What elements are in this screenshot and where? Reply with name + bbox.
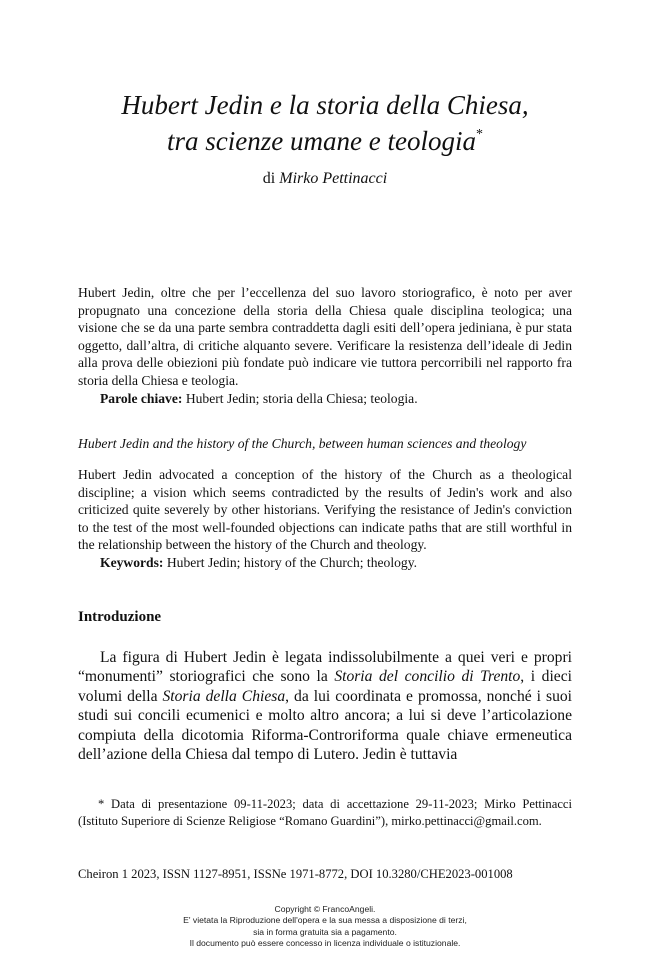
section-heading-introduzione: Introduzione [78,609,162,625]
article-title-text: tra scienze umane e teologia [167,126,476,156]
journal-citation: Cheiron 1 2023, ISSN 1127-8951, ISSNe 1971-8772, DOI 10.3280/CHE2023-001008 [78,867,513,881]
abstract-en-text: Hubert Jedin advocated a conception of the history of the Church as a theological discipline; a vision which seems contradicted by the results of Jedin's work and also criticized quite severely by other historians. Verifying the resistance of Jedin's conviction to the test of the most well-founded objections can indicate paths that are still worthful in the relationship between the history of the Church and theology. [78,467,572,553]
copyright-line1: Copyright © FrancoAngeli. [274,904,376,914]
abstract-it-text: Hubert Jedin, oltre che per l’eccellenza del suo lavoro storiografico, è noto per aver propugnato una concezione della storia della Chiesa quale disciplina teologica; una visione che se da una parte sembra contraddetta dagli esiti dell’opera jediniana, è pur stata oggetto, dall’altra, di critiche alquanto severe. Verificare la resistenza dell’ideale di Jedin alla prova delle obiezioni più fondate può indicare vie tuttora percorribili nel rapporto fra storia della Chiesa e teologia. [78,285,572,388]
article-title-line1: Hubert Jedin e la storia della Chiesa, [121,90,529,120]
copyright-line2: E' vietata la Riproduzione dell'opera e la sua messa a disposizione di terzi, [183,915,467,926]
intro-book-title-1: Storia del concilio di Trento [334,668,521,686]
abstract-english-title: Hubert Jedin and the history of the Church, between human sciences and theology [78,436,527,451]
article-title-line2 [0,121,650,157]
copyright-line3: sia in forma gratuita sia a pagamento. [253,926,397,937]
footnote: * Data di presentazione 09-11-2023; data di accettazione 29-11-2023; Mirko Pettinacci (Istituto Superiore di Scienze Religiose “Romano Guardini”), mirko.pettinacci@gmail.com. [78,797,572,828]
abstract-english [78,466,572,572]
byline-prefix: di [262,170,280,187]
intro-text-3: , da lui coordinata e promossa, nonché i suoi studi sui concili ecumenici e molto altro ancora; a lui si deve l’articolazione compiuta della dicotomia Riforma-Controriforma quale chiave ermeneutica dell’azione della Chiesa dal tempo di Lutero. Jedin è tuttavia [78,687,572,764]
keywords-it-label: Parole chiave: [100,390,183,406]
intro-paragraph [78,648,572,764]
intro-book-title-2: Storia della Chiesa [162,687,286,705]
keywords-en-values: Hubert Jedin; history of the Church; theology. [163,554,418,570]
author-byline [0,170,650,188]
keywords-it-values: Hubert Jedin; storia della Chiesa; teologia. [182,390,418,406]
keywords-en [78,554,572,572]
author-name: Mirko Pettinacci [279,170,388,187]
abstract-italian [78,284,572,407]
intro-text-1: La figura di Hubert Jedin è legata indissolubilmente a quei veri e propri “monumenti” storiografici che sono la [78,649,572,686]
keywords-it [78,390,572,408]
title-footnote-mark[interactable]: * [475,127,483,142]
copyright-notice [0,904,650,950]
copyright-line4: Il documento può essere concesso in licenza individuale o istituzionale. [189,938,461,949]
keywords-en-label: Keywords: [100,554,164,570]
intro-text-2: , i dieci volumi della [78,668,572,705]
